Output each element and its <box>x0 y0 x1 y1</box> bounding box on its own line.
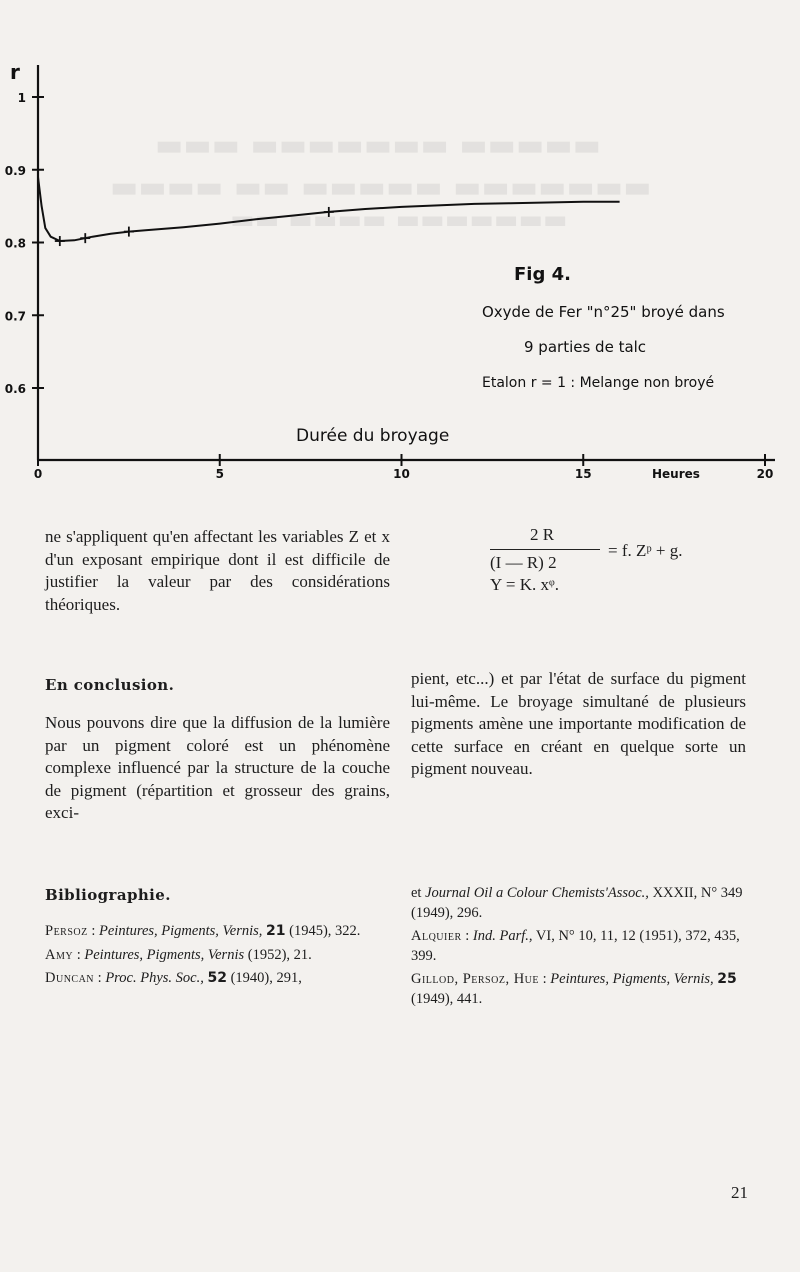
formula-denominator: (I — R) 2 <box>490 553 557 572</box>
bibliography-entry <box>411 970 751 1009</box>
bibliography-entry <box>411 884 751 923</box>
annotation-line-3: Etalon r = 1 : Melange non broyé <box>482 375 715 391</box>
formula-block <box>488 524 788 604</box>
reference-author: Amy <box>45 946 74 963</box>
reference-details: XXXII, N° 349 (1949), 296. <box>411 885 743 921</box>
reference-journal: Peintures, Pigments, Vernis, <box>99 923 263 939</box>
reference-volume: 21 <box>266 923 286 939</box>
x-tick-label: 0 <box>33 467 43 481</box>
bibliography-heading: Bibliographie. <box>45 886 171 904</box>
bibliography-right-column <box>411 884 751 1013</box>
reference-author: Gillod, Persoz, Hue <box>411 971 539 987</box>
x-unit-label: Heures <box>651 467 700 481</box>
bibliography-entry <box>411 927 751 966</box>
formula-second-line: Y = K. xᵠ. <box>490 575 559 594</box>
reference-details: (1949), 441. <box>411 990 483 1007</box>
chart-axes <box>38 65 775 460</box>
data-point-marker <box>124 227 134 237</box>
page-number: 21 <box>731 1183 748 1202</box>
y-tick-label: 0.7 <box>4 309 26 324</box>
annotation-line-2: 9 parties de talc <box>524 338 647 356</box>
conclusion-right-column: pient, etc...) et par l'état de surface du pigment lui-même. Le broyage simultané de plusieurs pigments amène une importante modification de cette surface en créant en quelque sorte un pigment nouveau. <box>411 669 746 778</box>
bibliography-entry <box>45 946 390 966</box>
reference-details: (1952), 21. <box>244 946 312 963</box>
y-tick-label: 1 <box>17 91 26 105</box>
reference-separator: : <box>87 923 100 939</box>
reference-journal: Ind. Parf., <box>472 928 533 944</box>
data-point-marker <box>55 236 65 246</box>
conclusion-heading: En conclusion. <box>45 676 175 694</box>
reference-author: Persoz <box>45 923 88 939</box>
reference-author: Alquier <box>411 928 462 944</box>
reference-journal: Peintures, Pigments, Vernis <box>84 946 245 963</box>
bleed-through-text: ▬▬▬ ▬▬▬▬▬▬▬ ▬▬▬▬▬ <box>155 128 602 163</box>
y-tick-label: 0.8 <box>4 236 26 251</box>
reference-separator: : <box>539 971 551 987</box>
reference-separator: : <box>461 928 473 944</box>
reference-journal: Journal Oil a Colour Chemists'Assoc., <box>425 885 649 901</box>
reference-separator: : <box>94 970 106 986</box>
y-tick-label: 0.9 <box>4 163 26 178</box>
x-ticks <box>34 454 774 481</box>
reference-volume: 52 <box>207 970 227 986</box>
reference-journal: Peintures, Pigments, Vernis, <box>550 971 714 987</box>
figure-caption: Fig 4. <box>514 264 571 285</box>
data-point-marker <box>80 233 90 243</box>
bleed-through-text: ▬▬ ▬▬▬▬ ▬▬▬▬▬▬▬ <box>230 205 568 235</box>
y-tick-label: 0.6 <box>4 382 26 396</box>
x-tick-label: 15 <box>574 467 592 481</box>
data-point-marker <box>324 207 334 217</box>
y-axis-label: r <box>10 60 20 84</box>
annotation-line-1: Oxyde de Fer "n°25" broyé dans <box>482 303 725 321</box>
reference-details: (1945), 322. <box>285 923 361 939</box>
bibliography-entry <box>45 969 390 989</box>
x-tick-label: 10 <box>393 467 410 481</box>
reference-volume: 25 <box>717 971 737 987</box>
formula-rhs: = f. Zᵖ + g. <box>608 541 683 560</box>
x-tick-label: 5 <box>215 467 224 481</box>
reference-details: VI, N° 10, 11, 12 (1951), 372, 435, 399. <box>411 928 740 964</box>
bleed-through-text: ▬▬▬▬ ▬▬ ▬▬▬▬▬ ▬▬▬▬▬▬▬ <box>110 170 652 205</box>
x-tick-label: 20 <box>756 467 774 481</box>
fraction-bar <box>490 549 600 550</box>
formula-numerator: 2 R <box>530 525 555 544</box>
reference-journal: Proc. Phys. Soc., <box>105 970 204 986</box>
body-paragraph: ne s'appliquent qu'en affectant les variables Z et x d'un exposant empirique dont il est difficile de justifier la valeur par des considérations théoriques. <box>45 527 390 614</box>
figure-4-chart <box>0 55 800 495</box>
x-axis-title: Durée du broyage <box>296 426 450 446</box>
conclusion-left-column: Nous pouvons dire que la diffusion de la lumière par un pigment coloré est un phénomène complexe influencé par la structure de la couche de pigment (répartition et grosseur des grains, exci- <box>45 713 390 822</box>
reference-author: Duncan <box>45 970 95 986</box>
reference-details: (1940), 291, <box>226 970 302 986</box>
reference-separator: et <box>411 885 426 901</box>
bibliography-left-column <box>45 922 390 993</box>
bibliography-entry <box>45 922 390 942</box>
reference-separator: : <box>73 946 85 963</box>
